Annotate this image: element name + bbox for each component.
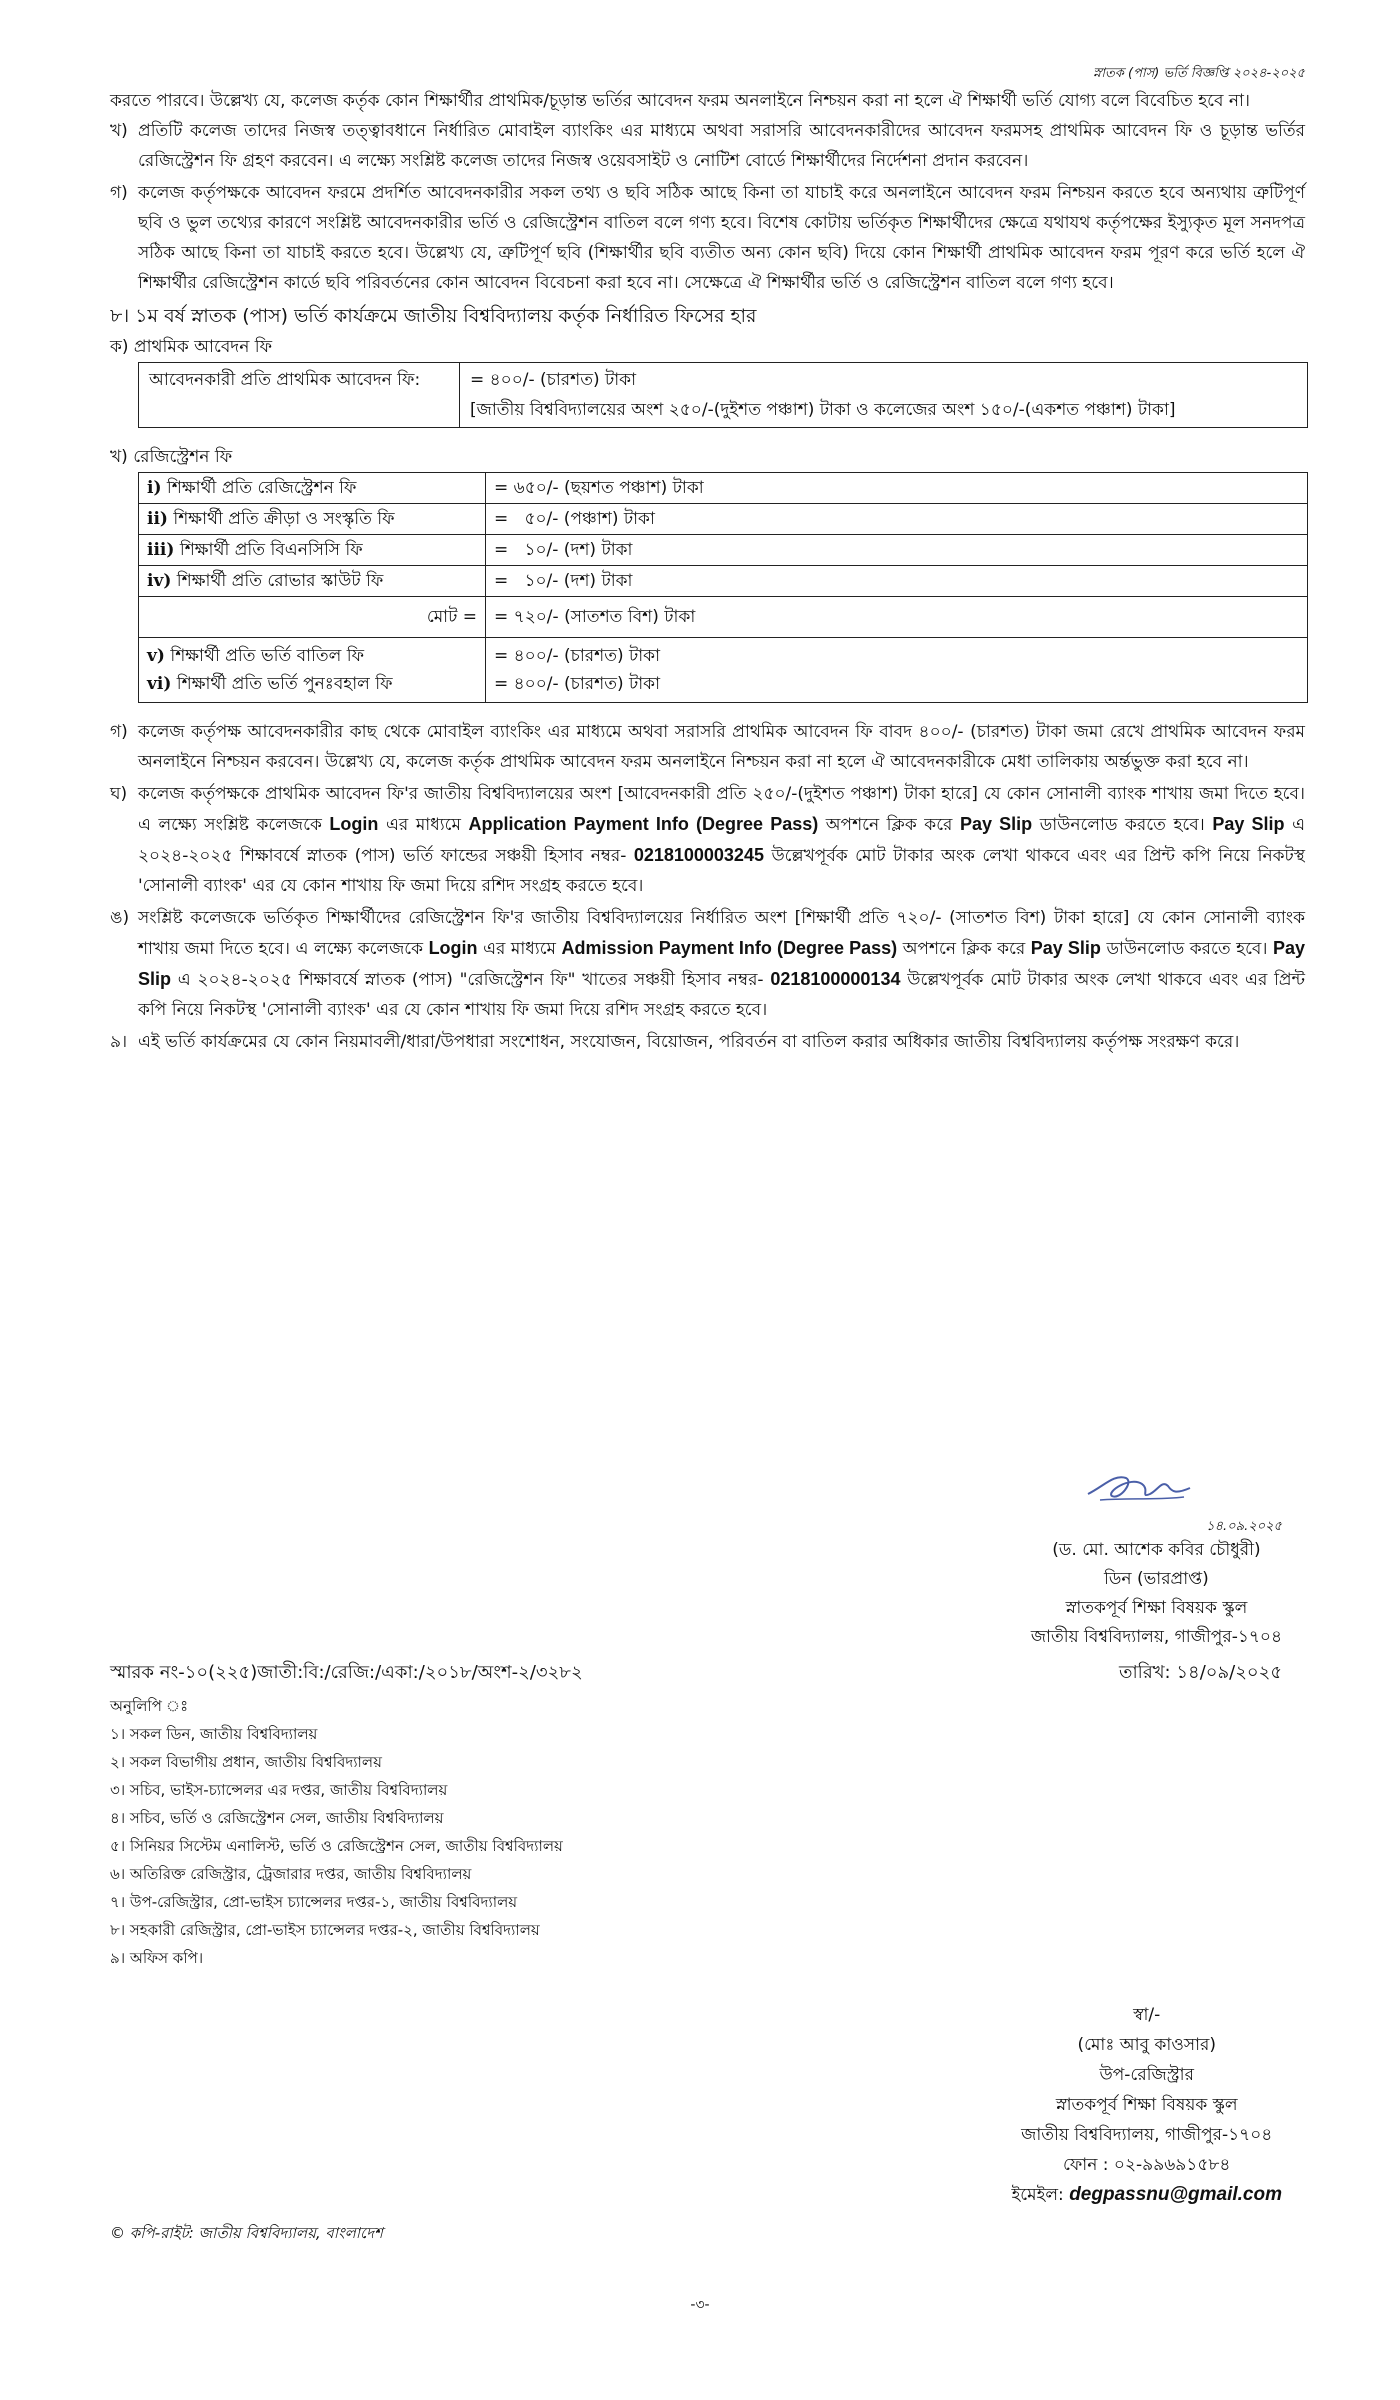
text-run: ডাউনলোড করতে হবে। <box>1032 815 1213 835</box>
copyright-notice: © কপি-রাইট: জাতীয় বিশ্ববিদ্যালয়, বাংলাদেশ <box>110 2224 383 2242</box>
header-note: স্নাতক (পাস) ভর্তি বিজ্ঞপ্তি ২০২৪-২০২৫ <box>1093 66 1305 81</box>
roman-numeral: iii) <box>147 540 175 560</box>
copy-to-list <box>110 1692 563 1972</box>
text-run: এ ২০২৪-২০২৫ শিক্ষাবর্ষে স্নাতক (পাস) ভর্তি ফান্ডের সঞ্চয়ী হিসাব নম্বর- <box>138 815 1306 866</box>
signatory-phone: ফোন : ০২-৯৯৬৯১৫৮৪ <box>1062 2155 1231 2175</box>
clause-text: প্রতিটি কলেজ তাদের নিজস্ব তত্ত্বাবধানে নির্ধারিত মোবাইল ব্যাংকিং এর মাধ্যমে অথবা সরাসরি আবেদনকারীদের আবেদন ফরমসহ প্রাথমিক আবেদন ফি ও চূড়ান্ত ভর্তির রেজিস্ট্রেশন ফি গ্রহণ করবেন। এ লক্ষ্যে সংশ্লিষ্ট কলেজ তাদের নিজস্ব ওয়েবসাইট ও নোটিশ বোর্ডে শিক্ষার্থীদের নির্দেশনা প্রদান করবেন। <box>138 121 1305 171</box>
signatory-title: ডিন (ভারপ্রাপ্ত) <box>1104 1569 1209 1589</box>
fee-label-text: শিক্ষার্থী প্রতি ভর্তি পুনঃবহাল ফি <box>176 674 393 694</box>
memo-number: স্মারক নং-১০(২২৫)জাতী:বি:/রেজি:/একা:/২০১৮/অংশ-২/৩২৮২ <box>110 1662 583 1683</box>
list-item: ৭। উপ-রেজিস্ট্রার, প্রো-ভাইস চ্যান্সেলর দপ্তর-১, জাতীয় বিশ্ববিদ্যালয় <box>110 1893 518 1911</box>
text-run: সংশ্লিষ্ট কলেজকে ভর্তিকৃত শিক্ষার্থীদের রেজিস্ট্রেশন ফি'র জাতীয় বিশ্ববিদ্যালয়ের নির্ধারিত অংশ [শিক্ষার্থী প্রতি ৭২০/- (সাতশত বিশ) টাকা হারে] যে কোন সোনালী ব্যাংক শাখায় জমা দিতে হবে। এ লক্ষ্যে কলেজকে <box>138 908 1305 959</box>
fee-label <box>139 504 486 535</box>
fee-label-text: শিক্ষার্থী প্রতি রেজিস্ট্রেশন ফি <box>166 478 357 498</box>
pay-slip-term: Pay Slip <box>959 814 1033 834</box>
roman-numeral: vi) <box>147 674 172 694</box>
signatory-email-line <box>1011 2180 1282 2210</box>
clause-ga <box>110 178 1305 298</box>
fee-label <box>147 670 477 698</box>
fee-value: = ৪০০/- (চারশত) টাকা <box>494 646 661 666</box>
table-row <box>139 363 1308 428</box>
signatory-department: স্নাতকপূর্ব শিক্ষা বিষয়ক স্কুল <box>1065 1598 1248 1618</box>
clause-marker: গ) <box>110 183 128 203</box>
fee-value: = ৫০/- (পঞ্চাশ) টাকা <box>486 504 1308 535</box>
email-address[interactable]: degpassnu@gmail.com <box>1069 2184 1282 2205</box>
text-run: উল্লেখপূর্বক মোট টাকার অংক লেখা থাকবে এবং এর প্রিন্ট কপি নিয়ে নিকটস্থ 'সোনালী ব্যাংক' এর যে কোন শাখায় ফি জমা দিয়ে রশিদ সংগ্রহ করতে হবে। <box>138 846 1306 896</box>
roman-numeral: i) <box>147 478 162 498</box>
login-term: Login <box>428 938 478 958</box>
roman-numeral: ii) <box>147 509 168 529</box>
memo-date: তারিখ: ১৪/০৯/২০২৫ <box>1118 1662 1282 1683</box>
clause-uma <box>110 903 1305 1025</box>
payment-option-term: Admission Payment Info (Degree Pass) <box>561 938 898 958</box>
fee-label <box>139 473 486 504</box>
clause-kha <box>110 116 1305 176</box>
account-number: 0218100000134 <box>770 969 901 989</box>
text-run: উল্লেখপূর্বক মোট টাকার অংক লেখা থাকবে এবং এর প্রিন্ট কপি নিয়ে নিকটস্থ 'সোনালী ব্যাংক' এর যে কোন শাখায় ফি জমা দিয়ে রশিদ সংগ্রহ করতে হবে। <box>138 970 1305 1020</box>
account-number: 0218100003245 <box>633 845 764 865</box>
list-item: ৩। সচিব, ভাইস-চ্যান্সেলর এর দপ্তর, জাতীয় বিশ্ববিদ্যালয় <box>110 1781 448 1799</box>
roman-numeral: iv) <box>147 571 172 591</box>
table-row <box>139 566 1308 597</box>
application-fee-table <box>138 362 1308 428</box>
registration-fee-heading: খ) রেজিস্ট্রেশন ফি <box>110 447 233 467</box>
text-run: এর মাধ্যমে <box>378 815 469 835</box>
signatory-title: উপ-রেজিস্ট্রার <box>1099 2065 1194 2085</box>
clause-text <box>138 784 1305 896</box>
fee-label-text: শিক্ষার্থী প্রতি ক্রীড়া ও সংস্কৃতি ফি <box>173 509 395 529</box>
signature-date: ১৪.০৯.২০২৫ <box>1206 1519 1282 1534</box>
list-item: ৪। সচিব, ভর্তি ও রেজিস্ট্রেশন সেল, জাতীয় বিশ্ববিদ্যালয় <box>110 1809 444 1827</box>
signatory-name: (ড. মো. আশেক কবির চৌধুরী) <box>1052 1540 1261 1560</box>
fee-label-text: শিক্ষার্থী প্রতি বিএনসিসি ফি <box>179 540 363 560</box>
text-run: ডাউনলোড করতে হবে। <box>1100 939 1273 959</box>
fee-label <box>139 566 486 597</box>
table-row <box>139 535 1308 566</box>
fee-label <box>147 642 477 670</box>
list-item: ৯। অফিস কপি। <box>110 1949 204 1967</box>
application-fee-detail: [জাতীয় বিশ্ববিদ্যালয়ের অংশ ২৫০/-(দুইশত পঞ্চাশ) টাকা ও কলেজের অংশ ১৫০/-(একশত পঞ্চাশ) টাকা] <box>470 400 1176 420</box>
clause-gha <box>110 779 1305 901</box>
registration-fee-table <box>138 472 1308 703</box>
text-run: অপশনে ক্লিক করে <box>897 939 1031 959</box>
extra-fee-labels <box>139 638 486 703</box>
table-row <box>139 597 1308 638</box>
clause-marker: খ) <box>110 121 128 141</box>
list-item: ৮। সহকারী রেজিস্ট্রার, প্রো-ভাইস চ্যান্সেলর দপ্তর-২, জাতীয় বিশ্ববিদ্যালয় <box>110 1921 540 1939</box>
text-run: এ ২০২৪-২০২৫ শিক্ষাবর্ষে স্নাতক (পাস) "রেজিস্ট্রেশন ফি" খাতের সঞ্চয়ী হিসাব নম্বর- <box>171 970 771 990</box>
intro-paragraph: করতে পারবে। উল্লেখ্য যে, কলেজ কর্তৃক কোন শিক্ষার্থীর প্রাথমিক/চূড়ান্ত ভর্তির আবেদন ফরম অনলাইনে নিশ্চয়ন করা না হলে ঐ শিক্ষার্থী ভর্তি যোগ্য বলে বিবেচিত হবে না। <box>110 91 1250 111</box>
signatory-department: স্নাতকপূর্ব শিক্ষা বিষয়ক স্কুল <box>1055 2095 1238 2115</box>
signatory-organization: জাতীয় বিশ্ববিদ্যালয়, গাজীপুর-১৭০৪ <box>1021 2125 1273 2145</box>
page-number: -৩- <box>690 2297 710 2313</box>
application-fee-heading: ক) প্রাথমিক আবেদন ফি <box>110 337 273 357</box>
pay-slip-term: Pay Slip <box>1212 814 1285 834</box>
fee-label-text: শিক্ষার্থী প্রতি রোভার স্কাউট ফি <box>176 571 384 591</box>
dean-signature-block <box>1031 1536 1282 1652</box>
text-run: কলেজ কর্তৃপক্ষকে প্রাথমিক আবেদন ফি'র জাতীয় বিশ্ববিদ্যালয়ের অংশ [আবেদনকারী প্রতি ২৫০/-(দুইশত পঞ্চাশ) টাকা হারে] যে কোন সোনালী ব্যাংক শাখায় জমা দিতে হবে। এ লক্ষ্যে সংশ্লিষ্ট কলেজকে <box>138 784 1305 835</box>
pay-slip-term: Pay Slip <box>138 938 1306 989</box>
fee-value: = ১০/- (দশ) টাকা <box>486 566 1308 597</box>
signatory-name: (মোঃ আবু কাওসার) <box>1077 2035 1216 2055</box>
fee-value: = ১০/- (দশ) টাকা <box>486 535 1308 566</box>
total-label: মোট = <box>139 597 486 638</box>
roman-numeral: v) <box>147 646 165 666</box>
clause-marker: ঘ) <box>110 784 128 804</box>
section-8-heading: ৮। ১ম বর্ষ স্নাতক (পাস) ভর্তি কার্যক্রমে জাতীয় বিশ্ববিদ্যালয় কর্তৃক নির্ধারিত ফিসের হার <box>110 305 757 327</box>
pay-slip-term: Pay Slip <box>1030 938 1101 958</box>
clause-marker: গ) <box>110 722 128 742</box>
clause-ga-fee <box>110 717 1305 777</box>
signatory-organization: জাতীয় বিশ্ববিদ্যালয়, গাজীপুর-১৭০৪ <box>1030 1627 1282 1647</box>
application-fee-value: = ৪০০/- (চারশত) টাকা <box>470 370 637 390</box>
text-run: অপশনে ক্লিক করে <box>818 815 960 835</box>
email-label: ইমেইল: <box>1011 2185 1070 2205</box>
clause-marker: ৯। <box>110 1032 128 1052</box>
application-fee-value-cell <box>460 363 1308 428</box>
memo-row <box>110 1658 1282 1688</box>
copy-to-heading: অনুলিপি ঃ <box>110 1697 189 1715</box>
application-fee-label: আবেদনকারী প্রতি প্রাথমিক আবেদন ফি: <box>139 363 460 428</box>
signed-mark: স্বা/- <box>1133 2005 1161 2025</box>
login-term: Login <box>329 814 379 834</box>
table-row <box>139 504 1308 535</box>
list-item: ৫। সিনিয়র সিস্টেম এনালিস্ট, ভর্তি ও রেজিস্ট্রেশন সেল, জাতীয় বিশ্ববিদ্যালয় <box>110 1837 563 1855</box>
total-value: = ৭২০/- (সাতশত বিশ) টাকা <box>486 597 1308 638</box>
list-item: ২। সকল বিভাগীয় প্রধান, জাতীয় বিশ্ববিদ্যালয় <box>110 1753 382 1771</box>
extra-fee-values <box>486 638 1308 703</box>
clause-text: কলেজ কর্তৃপক্ষ আবেদনকারীর কাছ থেকে মোবাইল ব্যাংকিং এর মাধ্যমে অথবা সরাসরি প্রাথমিক আবেদন ফি বাবদ ৪০০/- (চারশত) টাকা জমা রেখে প্রাথমিক আবেদন ফরম অনলাইনে নিশ্চয়ন করবেন। উল্লেখ্য যে, কলেজ কর্তৃক প্রাথমিক আবেদন ফরম অনলাইনে নিশ্চয়ন করা না হলে ঐ আবেদনকারীকে মেধা তালিকায় অর্ন্তভুক্ত করা হবে না। <box>138 722 1305 772</box>
payment-option-term: Application Payment Info (Degree Pass) <box>468 814 819 834</box>
table-row <box>139 473 1308 504</box>
clause-text: এই ভর্তি কার্যক্রমের যে কোন নিয়মাবলী/ধারা/উপধারা সংশোধন, সংযোজন, বিয়োজন, পরিবর্তন বা বাতিল করার অধিকার জাতীয় বিশ্ববিদ্যালয় কর্তৃপক্ষ সংরক্ষণ করে। <box>138 1032 1240 1052</box>
clause-text <box>138 908 1305 1020</box>
clause-text: কলেজ কর্তৃপক্ষকে আবেদন ফরমে প্রদর্শিত আবেদনকারীর সকল তথ্য ও ছবি সঠিক আছে কিনা তা যাচাই করে অনলাইনে আবেদন ফরম নিশ্চয়ন করতে হবে অন্যথায় ত্রুটিপূর্ণ ছবি ও ভুল তথ্যের কারণে সংশ্লিষ্ট আবেদনকারীর ভর্তি ও রেজিস্ট্রেশন বাতিল বলে গণ্য হবে। বিশেষ কোটায় ভর্তিকৃত শিক্ষার্থীদের ক্ষেত্রে যথাযথ কর্তৃপক্ষের ইস্যুকৃত মূল সনদপত্র সঠিক আছে কিনা তা যাচাই করতে হবে। উল্লেখ্য যে, ত্রুটিপূর্ণ ছবি (শিক্ষার্থীর ছবি ব্যতীত অন্য কোন ছবি) দিয়ে কোন শিক্ষার্থী প্রাথমিক আবেদন ফরম পূরণ করে ভর্তি হলে ঐ শিক্ষার্থীর রেজিস্ট্রেশন কার্ডে ছবি পরিবর্তনের কোন আবেদন বিবেচনা করা হবে না। সেক্ষেত্রে ঐ শিক্ষার্থীর ভর্তি ও রেজিস্ট্রেশন বাতিল বলে গণ্য হবে। <box>138 183 1305 293</box>
fee-label <box>139 535 486 566</box>
fee-value: = ৬৫০/- (ছয়শত পঞ্চাশ) টাকা <box>486 473 1308 504</box>
table-row <box>139 638 1308 703</box>
list-item: ৬। অতিরিক্ত রেজিস্ট্রার, ট্রেজারার দপ্তর, জাতীয় বিশ্ববিদ্যালয় <box>110 1865 472 1883</box>
section-9 <box>110 1027 1305 1057</box>
fee-label-text: শিক্ষার্থী প্রতি ভর্তি বাতিল ফি <box>170 646 364 666</box>
deputy-registrar-signature-block <box>1011 2000 1282 2210</box>
text-run: এর মাধ্যমে <box>477 939 562 959</box>
signature-image <box>1080 1460 1200 1510</box>
fee-value: = ৪০০/- (চারশত) টাকা <box>494 674 661 694</box>
list-item: ১। সকল ডিন, জাতীয় বিশ্ববিদ্যালয় <box>110 1725 318 1743</box>
clause-marker: ঙ) <box>110 908 130 928</box>
